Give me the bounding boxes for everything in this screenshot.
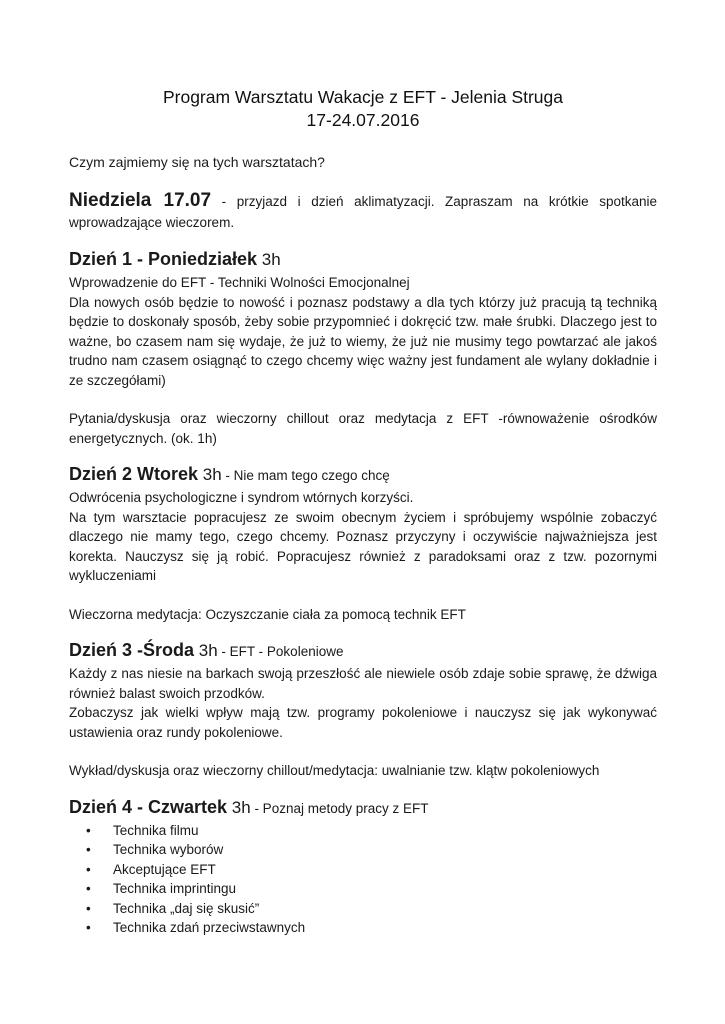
day4-heading-line <box>69 795 657 821</box>
day2-heading: Dzień 2 Wtorek <box>69 464 199 484</box>
day1-paragraph-1: Dla nowych osób będzie to nowość i poznasz podstawy a dla tych którzy już pracują tą techniką będzie to doskonały sposób, żeby sobie przypomnieć i dokręcić tzw. małe śrubki. Dlaczego jest to ważne, bo czasem nam się wydaje, że już to wiemy, że już nie musimy tego powtarzać ale jakoś trudno nam czasem osiągnąć to czego chcemy więc ważny jest fundament ale wylany dokładnie i ze szczegółami) <box>69 294 657 388</box>
day2-subtitle: Odwrócenia psychologiczne i syndrom wtórnych korzyści. <box>69 490 414 505</box>
sunday-paragraph <box>69 190 657 233</box>
day3-heading: Dzień 3 -Środa <box>69 640 195 660</box>
list-item-label: Technika wyborów <box>113 842 224 858</box>
bullet-icon: • <box>86 900 91 916</box>
title-line-1: Program Warsztatu Wakacje z EFT - Jelenia Struga <box>162 87 564 107</box>
day2-paragraph-1: Na tym warsztacie popracujesz ze swoim obecnym życiem i spróbujemy wspólnie zobaczyć dlaczego nie mamy tego, czego chcemy. Poznasz przyczyny i oczywiście najważniejsza jest korekta. Nauczysz się ją robić. Popracujesz również z paradoksami oraz z tzw. pozornymi wykluczeniami <box>69 509 657 583</box>
list-item <box>69 899 657 919</box>
list-item-label: Technika filmu <box>113 822 199 838</box>
day2-paragraph-2: Wieczorna medytacja: Oczyszczanie ciała za pomocą technik EFT <box>69 606 466 622</box>
day1-heading-line <box>69 247 657 273</box>
day1-subtitle: Wprowadzenie do EFT - Techniki Wolności Emocjonalnej <box>69 275 410 290</box>
bullet-icon: • <box>86 881 91 897</box>
day3-paragraph-2: Zobaczysz jak wielki wpływ mają tzw. programy pokoleniowe i nauczysz się jak wykonywać ustawienia oraz rundy pokoleniowe. <box>69 705 657 740</box>
section-sunday <box>69 190 657 233</box>
day4-tagline: - Poznaj metody pracy z EFT <box>250 800 429 816</box>
list-item <box>69 918 657 938</box>
section-day-2 <box>69 462 657 624</box>
intro-text: Czym zajmiemy się na tych warsztatach? <box>69 154 325 170</box>
day2-hours: 3h <box>198 465 222 484</box>
section-day-1 <box>69 247 657 448</box>
sunday-heading: Niedziela 17.07 <box>69 190 212 211</box>
document-title <box>69 86 657 132</box>
day3-paragraph-3: Wykład/dyskusja oraz wieczorny chillout/medytacja: uwalnianie tzw. klątw pokoleniowych <box>69 763 600 778</box>
title-line-2: 17-24.07.2016 <box>306 110 420 130</box>
sunday-text: - przyjazd i dzień aklimatyzacji. Zapraszam na krótkie spotkanie wprowadzające wieczorem. <box>69 194 657 230</box>
bullet-icon: • <box>86 920 91 936</box>
day1-heading: Dzień 1 - Poniedziałek <box>69 249 258 269</box>
bullet-icon: • <box>86 822 91 838</box>
list-item <box>69 821 657 841</box>
list-item <box>69 840 657 860</box>
day3-paragraph-1: Każdy z nas niesie na barkach swoją przeszłość ale niewiele osób zdaje sobie sprawę, że dźwiga również balast swoich przodków. <box>69 666 657 701</box>
list-item-label: Technika zdań przeciwstawnych <box>113 920 306 936</box>
list-item <box>69 879 657 899</box>
technique-list <box>69 821 657 939</box>
day2-heading-line <box>69 462 657 488</box>
section-day-4 <box>69 795 657 939</box>
bullet-icon: • <box>86 861 91 877</box>
section-day-3 <box>69 638 657 781</box>
bullet-icon: • <box>86 842 91 858</box>
list-item-label: Technika „daj się skusić” <box>113 900 260 916</box>
list-item-label: Akceptujące EFT <box>113 861 216 877</box>
day1-hours: 3h <box>257 250 281 269</box>
day1-paragraph-2: Pytania/dyskusja oraz wieczorny chillout oraz medytacja z EFT -równoważenie ośrodków energetycznych. (ok. 1h) <box>69 411 657 446</box>
day3-heading-line <box>69 638 657 664</box>
list-item-label: Technika imprintingu <box>113 881 237 897</box>
document-page <box>69 86 657 938</box>
day3-hours: 3h <box>194 641 218 660</box>
day2-tagline: - Nie mam tego czego chcę <box>221 468 390 483</box>
day4-hours: 3h <box>227 797 251 817</box>
day4-heading: Dzień 4 - Czwartek <box>69 796 228 817</box>
day3-tagline: - EFT - Pokoleniowe <box>217 644 344 659</box>
list-item <box>69 860 657 880</box>
